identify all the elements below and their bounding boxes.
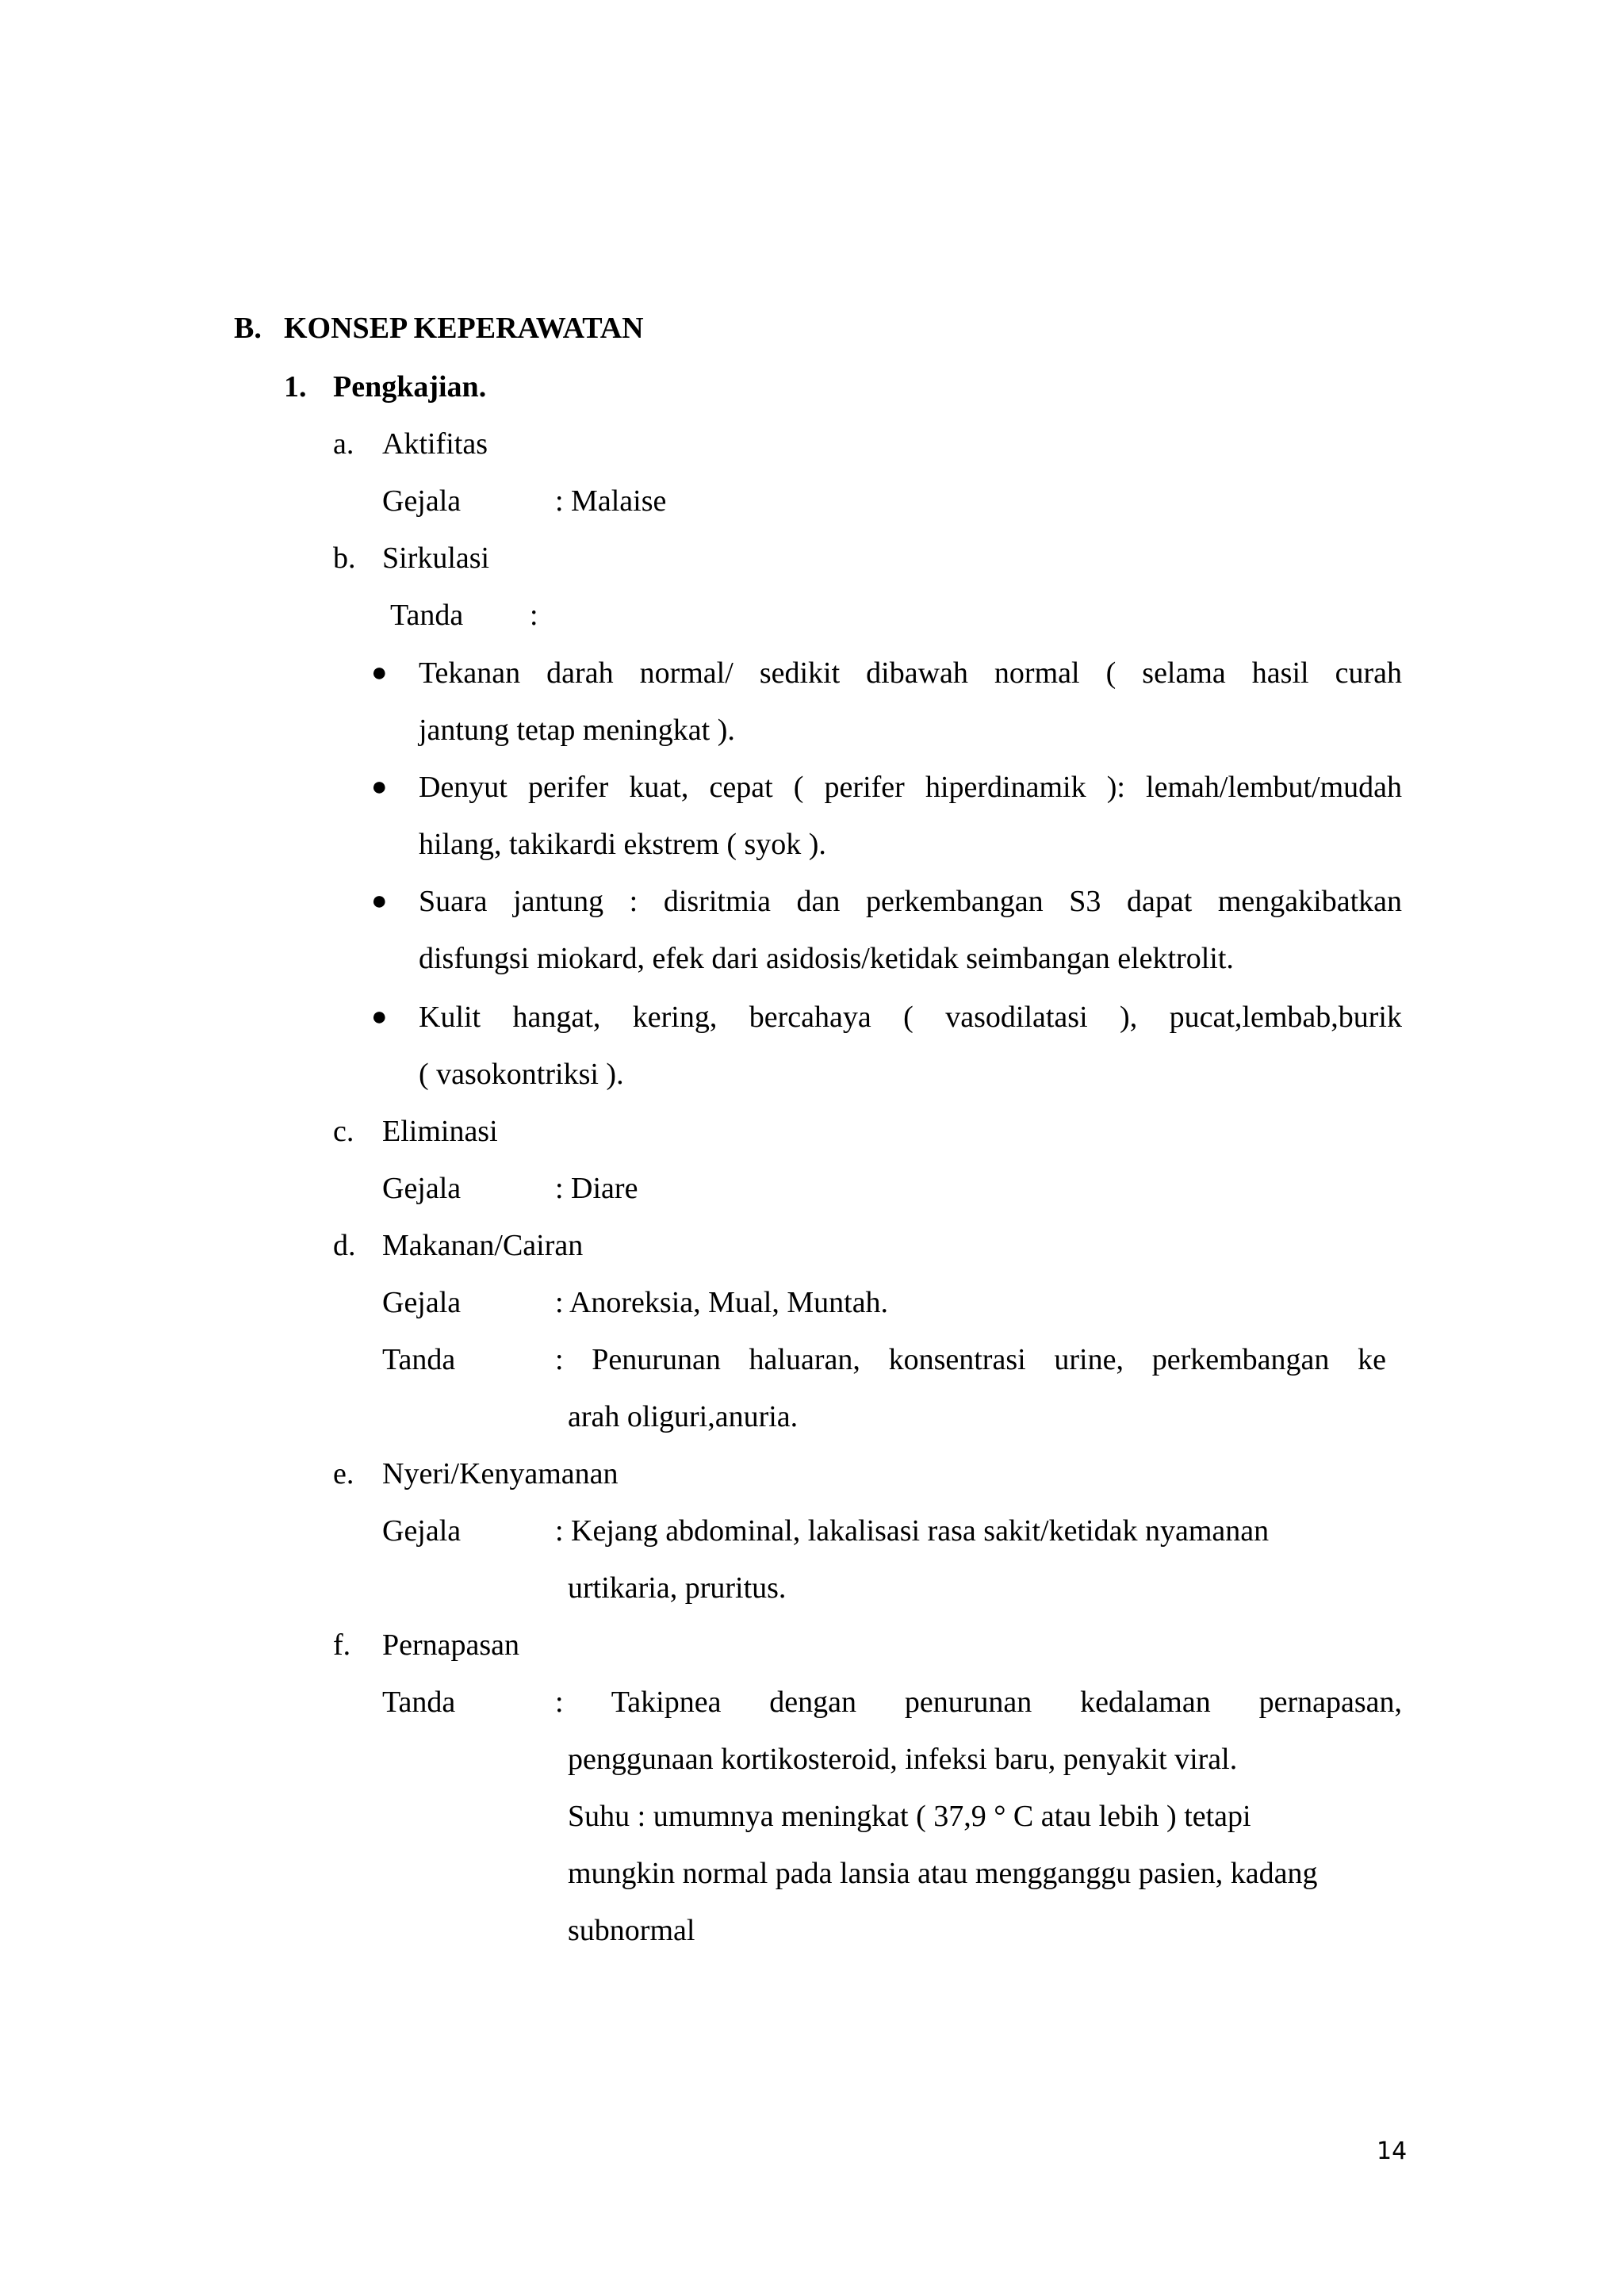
item-b-tanda: Tanda — [390, 599, 464, 632]
bullet-2-line-2: hilang, takikardi ekstrem ( syok ). — [419, 828, 826, 861]
item-c-key: Gejala — [382, 1172, 462, 1205]
item-f-key: Tanda — [382, 1686, 456, 1719]
bullet-3-line-2: disfungsi miokard, efek dari asidosis/ketidak seimbangan elektrolit. — [419, 942, 1234, 975]
item-c-label: c. — [333, 1115, 354, 1148]
subsection-label: 1. — [284, 370, 307, 404]
item-e-value-cont: urtikaria, pruritus. — [568, 1571, 787, 1605]
item-d-value-1: : Anoreksia, Mual, Muntah. — [555, 1286, 889, 1319]
item-c-title: Eliminasi — [382, 1115, 498, 1148]
page-number: 14 — [1377, 2137, 1408, 2165]
item-e-value: : Kejang abdominal, lakalisasi rasa sakit/ketidak nyamanan — [555, 1514, 1270, 1548]
item-c-value: : Diare — [555, 1172, 638, 1205]
bullet-icon: ● — [371, 772, 388, 802]
item-b-colon: : — [530, 599, 538, 632]
item-b-label: b. — [333, 541, 356, 575]
item-d-value-2: : Penurunan haluaran, konsentrasi urine, perkembangan ke — [555, 1343, 1386, 1376]
item-a-value: : Malaise — [555, 484, 667, 518]
item-d-key-2: Tanda — [382, 1343, 456, 1376]
section-title: KONSEP KEPERAWATAN — [284, 312, 644, 345]
item-f-line-2: Suhu : umumnya meningkat ( 37,9 ° C atau lebih ) tetapi — [568, 1800, 1251, 1833]
item-a-title: Aktifitas — [382, 427, 488, 461]
item-e-label: e. — [333, 1457, 354, 1490]
item-a-label: a. — [333, 427, 354, 461]
item-f-value: : Takipnea dengan penurunan kedalaman pernapasan, — [555, 1686, 1402, 1719]
item-e-key: Gejala — [382, 1514, 462, 1548]
item-f-line-3: mungkin normal pada lansia atau mengganggu pasien, kadang — [568, 1857, 1318, 1890]
bullet-4-line-1: Kulit hangat, kering, bercahaya ( vasodilatasi ), pucat,lembab,burik — [419, 1001, 1402, 1034]
item-e-title: Nyeri/Kenyamanan — [382, 1457, 619, 1490]
section-label: B. — [234, 312, 262, 345]
bullet-3-line-1: Suara jantung : disritmia dan perkembangan S3 dapat mengakibatkan — [419, 885, 1402, 918]
bullet-icon: ● — [371, 1002, 388, 1031]
item-f-title: Pernapasan — [382, 1628, 520, 1662]
bullet-1-line-2: jantung tetap meningkat ). — [419, 714, 735, 747]
bullet-icon: ● — [371, 658, 388, 687]
item-d-value-2-cont: arah oliguri,anuria. — [568, 1400, 799, 1433]
item-f-line-1: penggunaan kortikosteroid, infeksi baru, penyakit viral. — [568, 1743, 1238, 1776]
bullet-2-line-1: Denyut perifer kuat, cepat ( perifer hiperdinamik ): lemah/lembut/mudah — [419, 771, 1402, 804]
item-f-label: f. — [333, 1628, 351, 1662]
bullet-1-line-1: Tekanan darah normal/ sedikit dibawah normal ( selama hasil curah — [419, 656, 1402, 690]
bullet-icon: ● — [371, 886, 388, 916]
item-b-title: Sirkulasi — [382, 541, 490, 575]
subsection-title: Pengkajian. — [333, 370, 487, 404]
item-d-title: Makanan/Cairan — [382, 1229, 584, 1262]
item-f-line-4: subnormal — [568, 1914, 695, 1947]
bullet-4-line-2: ( vasokontriksi ). — [419, 1058, 624, 1091]
item-d-label: d. — [333, 1229, 356, 1262]
item-a-key: Gejala — [382, 484, 462, 518]
item-d-key-1: Gejala — [382, 1286, 462, 1319]
